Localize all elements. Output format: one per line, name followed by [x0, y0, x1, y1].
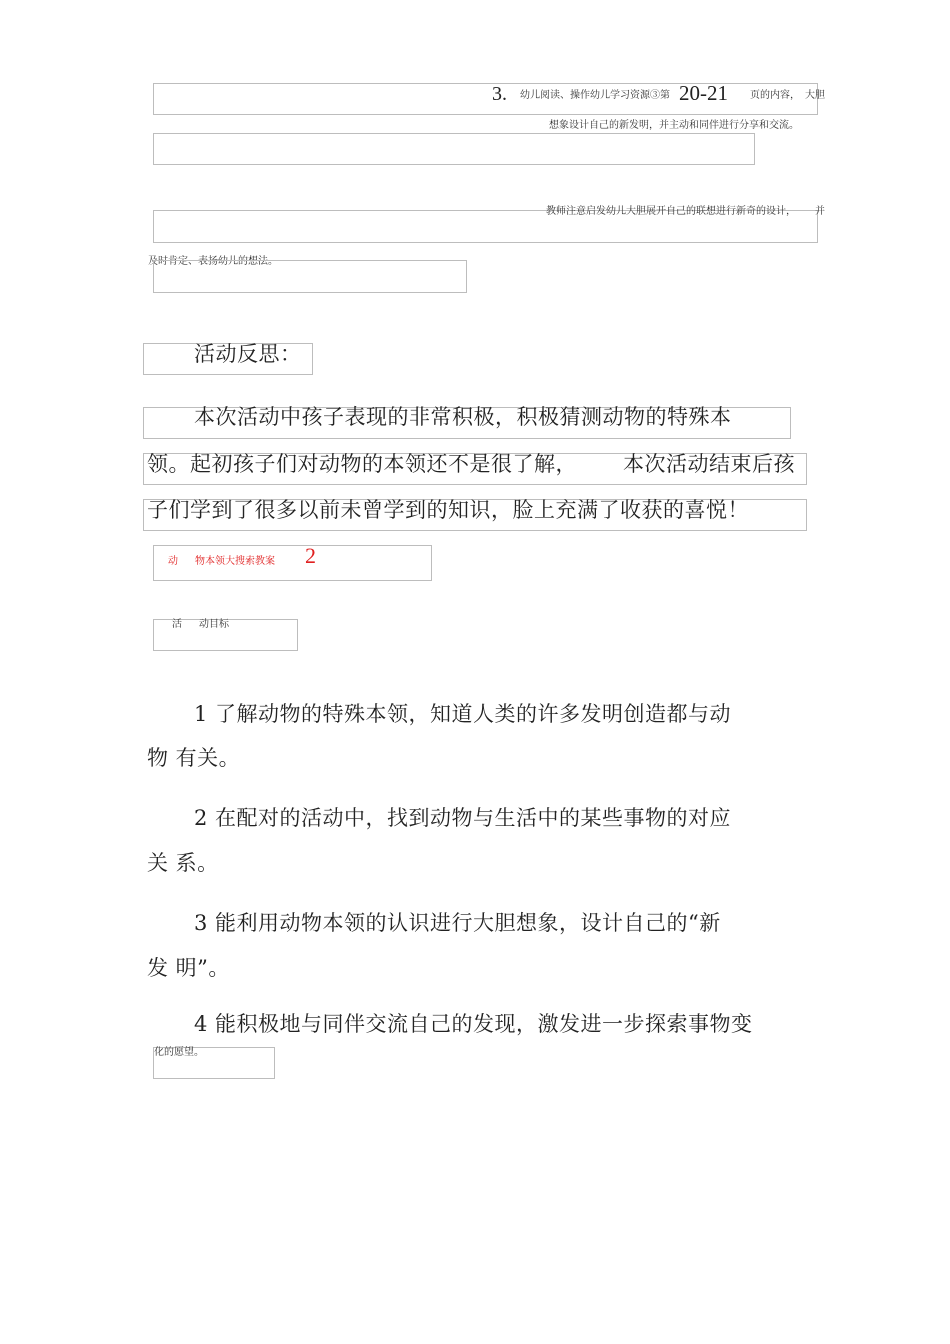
reflection-line1: 本次活动中孩子表现的非常积极，积极猜测动物的特殊本 [194, 405, 732, 429]
reflection-line2b: 本次活动结束后孩 [623, 452, 795, 476]
step3-line2: 想象设计自己的新发明，并主动和同伴进行分享和交流。 [549, 120, 799, 131]
teacher-note-line1: 教师注意启发幼儿大胆展开自己的联想进行新奇的设计， [546, 206, 796, 217]
goal-3-line1: 3 能利用动物本领的认识进行大胆想象，设计自己的“新 [194, 911, 721, 935]
step3-pages: 20-21 [679, 81, 728, 105]
teacher-note-line1-end: 并 [815, 206, 825, 217]
reflection-line2a: 领。起初孩子们对动物的本领还不是很了解， [147, 452, 577, 476]
teacher-note-line2: 及时肯定、表扬幼儿的想法。 [148, 256, 278, 267]
step3-text-c: 大胆 [805, 90, 825, 101]
goal-2-line1: 2 在配对的活动中，找到动物与生活中的某些事物的对应 [194, 806, 732, 830]
goals-heading-b: 动目标 [199, 619, 229, 630]
lesson2-title-a: 动 [168, 556, 178, 567]
step3-number: 3. [492, 83, 507, 105]
goal-1-line1: 1 了解动物的特殊本领，知道人类的许多发明创造都与动 [194, 702, 732, 726]
reflection-line3: 子们学到了很多以前未曾学到的知识，脸上充满了收获的喜悦！ [147, 498, 749, 522]
goal-3-line2: 发 明”。 [147, 956, 230, 980]
goals-heading-a: 活 [172, 619, 182, 630]
lesson2-title-b: 物本领大搜索教案 [195, 556, 275, 567]
step3-text-a: 幼儿阅读、操作幼儿学习资源③第 [520, 90, 670, 101]
text-box-teacher-note-line2 [153, 260, 467, 293]
goal-4-line2: 化的愿望。 [154, 1047, 204, 1058]
reflection-heading: 活动反思： [194, 342, 302, 366]
goal-4-line1: 4 能积极地与同伴交流自己的发现，激发进一步探索事物变 [194, 1012, 753, 1036]
text-box-step3-line2 [153, 133, 755, 165]
lesson2-title-num: 2 [305, 543, 316, 568]
goal-2-line2: 关 系。 [147, 851, 219, 875]
step3-text-b: 页的内容， [750, 90, 800, 101]
goal-1-line2: 物 有关。 [147, 746, 241, 770]
